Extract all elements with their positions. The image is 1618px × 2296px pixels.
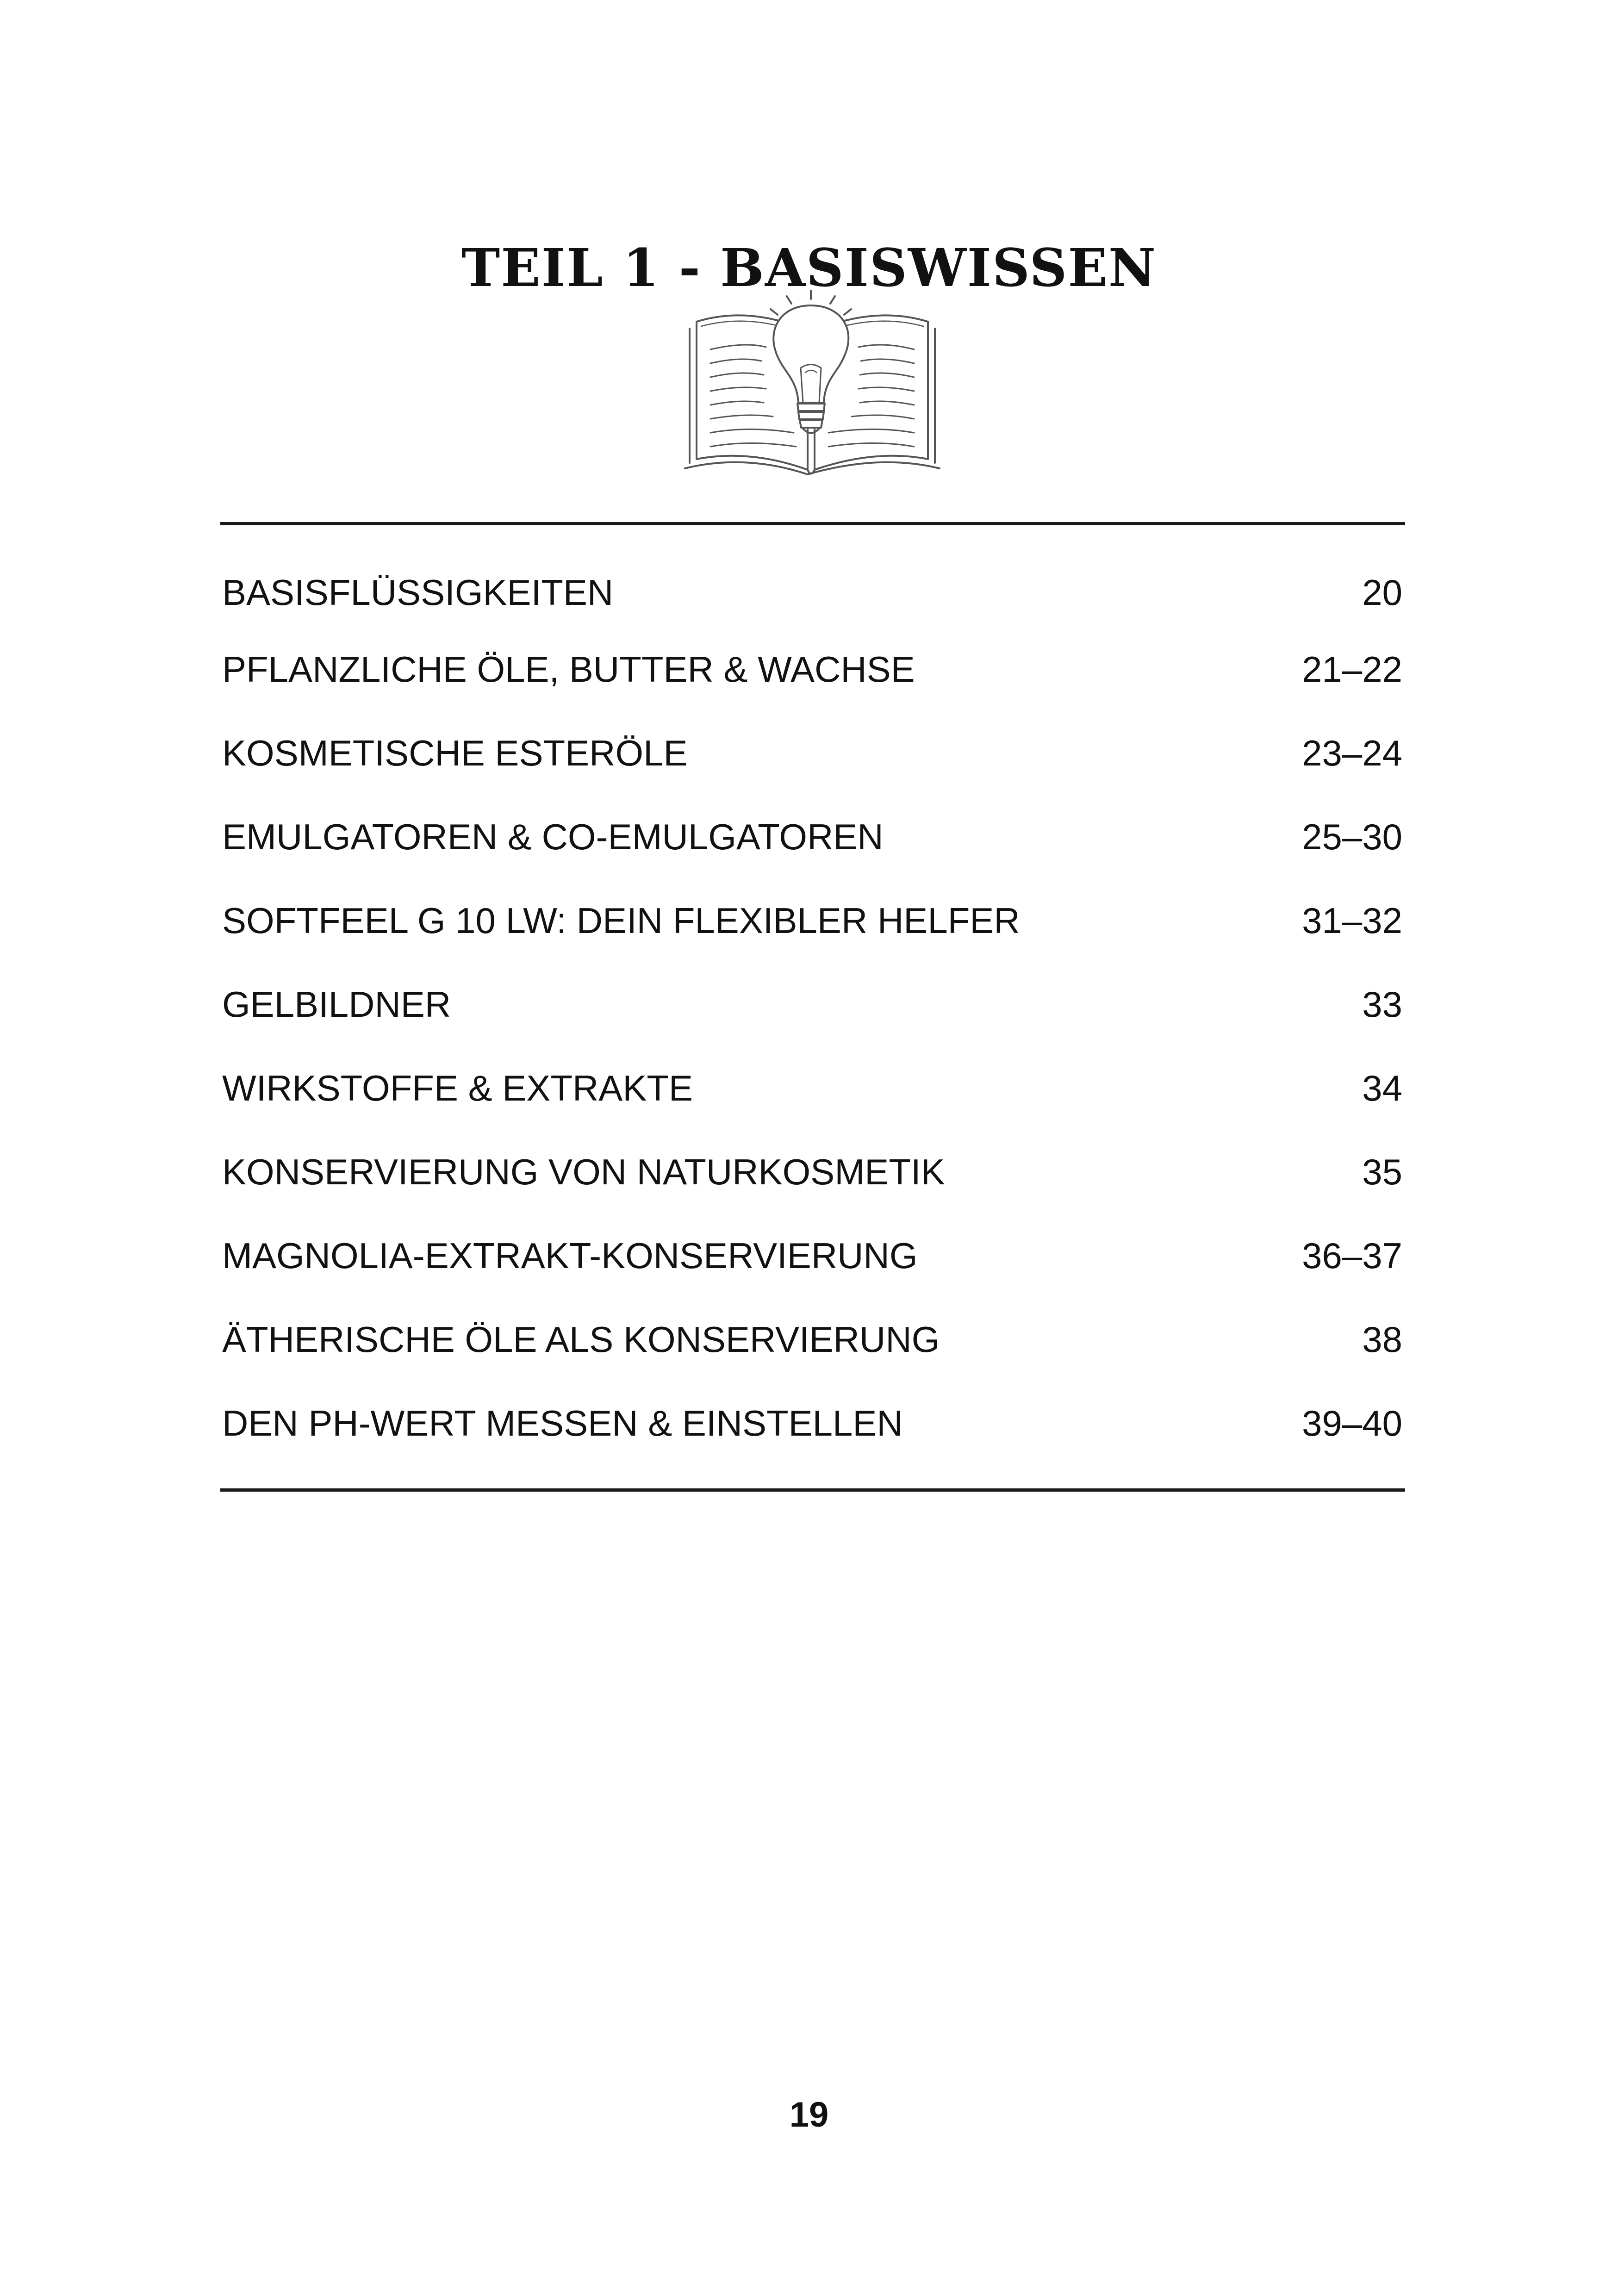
toc-entry-pages: 21–22 — [1302, 648, 1402, 690]
toc-entry — [222, 878, 1402, 962]
toc-entry — [222, 1297, 1402, 1381]
toc-entry — [222, 1046, 1402, 1130]
toc-entry-title: BASISFLÜSSIGKEITEN — [222, 572, 614, 613]
toc-entry-pages: 23–24 — [1302, 732, 1402, 773]
toc-entry-title: MAGNOLIA-EXTRAKT-KONSERVIERUNG — [222, 1235, 918, 1276]
toc-entry — [222, 1130, 1402, 1213]
page-number: 19 — [789, 2095, 829, 2134]
toc-entry-title: SOFTFEEL G 10 LW: DEIN FLEXIBLER HELFER — [222, 900, 1020, 941]
toc-entry-title: ÄTHERISCHE ÖLE ALS KONSERVIERUNG — [222, 1319, 940, 1360]
toc-entry-title: PFLANZLICHE ÖLE, BUTTER & WACHSE — [222, 648, 915, 690]
open-book-with-lightbulb-icon — [676, 287, 949, 491]
toc-entry — [222, 558, 1402, 627]
toc-entry-pages: 38 — [1362, 1319, 1402, 1360]
toc-entry — [222, 962, 1402, 1046]
toc-entry — [222, 627, 1402, 711]
toc-entry-pages: 33 — [1362, 983, 1402, 1025]
toc-entry — [222, 1381, 1402, 1465]
toc-entry-title: WIRKSTOFFE & EXTRAKTE — [222, 1067, 693, 1108]
table-of-contents — [222, 558, 1402, 1465]
toc-entry — [222, 1213, 1402, 1297]
toc-entry-pages: 20 — [1362, 572, 1402, 613]
toc-entry-pages: 36–37 — [1302, 1235, 1402, 1276]
toc-entry-title: KOSMETISCHE ESTERÖLE — [222, 732, 688, 773]
toc-entry-title: DEN PH-WERT MESSEN & EINSTELLEN — [222, 1402, 903, 1444]
toc-entry-pages: 39–40 — [1302, 1402, 1402, 1444]
toc-entry-title: GELBILDNER — [222, 983, 451, 1025]
divider-bottom — [220, 1488, 1405, 1492]
divider-top — [220, 522, 1405, 525]
toc-entry-pages: 25–30 — [1302, 816, 1402, 857]
toc-entry — [222, 711, 1402, 795]
toc-entry-pages: 35 — [1362, 1151, 1402, 1192]
page-title: TEIL 1 - BASISWISSEN — [461, 238, 1157, 299]
toc-entry-title: KONSERVIERUNG VON NATURKOSMETIK — [222, 1151, 945, 1192]
toc-entry-title: EMULGATOREN & CO-EMULGATOREN — [222, 816, 884, 857]
toc-entry-pages: 31–32 — [1302, 900, 1402, 941]
toc-entry-pages: 34 — [1362, 1067, 1402, 1108]
toc-entry — [222, 795, 1402, 878]
